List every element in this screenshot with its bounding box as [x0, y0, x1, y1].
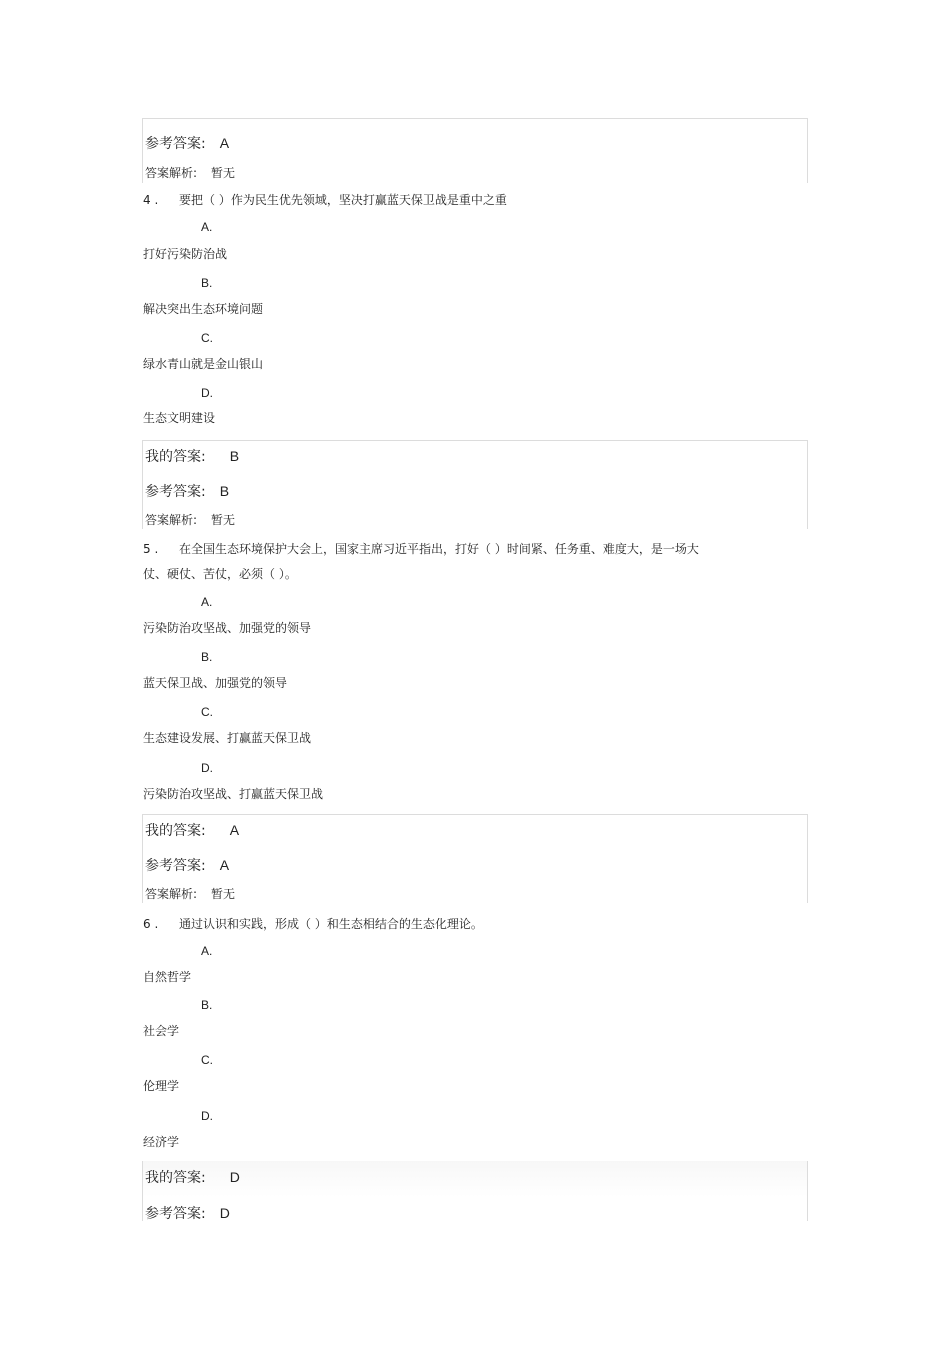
q6-option-c-text: 伦理学 — [143, 1079, 180, 1093]
q5-option-d-letter: D. — [201, 761, 213, 775]
my-answer-label: 我的答案: — [145, 823, 206, 839]
q5-answer-box — [142, 814, 808, 903]
q4-option-a-letter: A. — [201, 220, 213, 234]
question-number: 6 . — [143, 917, 159, 931]
my-answer-label: 我的答案: — [145, 449, 206, 465]
analysis-label: 答案解析: — [145, 887, 198, 901]
analysis-value: 暂无 — [211, 513, 236, 527]
analysis-value: 暂无 — [211, 887, 236, 901]
q6-option-a-text: 自然哲学 — [143, 970, 192, 984]
question-stem: 要把（ ）作为民生优先领域，坚决打赢蓝天保卫战是重中之重 — [179, 193, 507, 207]
reference-answer-label: 参考答案: — [145, 484, 206, 500]
reference-answer-label: 参考答案: — [145, 858, 206, 874]
q4-option-c-text: 绿水青山就是金山银山 — [143, 357, 264, 371]
q4-my-answer — [145, 446, 239, 466]
q4-option-c-letter: C. — [201, 331, 213, 345]
question-number: 5 . — [143, 542, 159, 556]
reference-answer-label: 参考答案: — [145, 1206, 206, 1222]
q5-option-c-text: 生态建设发展、打赢蓝天保卫战 — [143, 731, 312, 745]
reference-answer-value: B — [219, 483, 230, 499]
reference-answer-value: D — [219, 1205, 230, 1221]
q5-option-c-letter: C. — [201, 705, 213, 719]
q4-option-d-text: 生态文明建设 — [143, 411, 216, 425]
reference-answer-value: A — [219, 857, 230, 873]
q3-reference-answer — [145, 133, 229, 153]
q6-option-d-text: 经济学 — [143, 1135, 180, 1149]
q5-reference-answer — [145, 855, 229, 875]
analysis-value: 暂无 — [211, 166, 236, 180]
reference-answer-value: A — [219, 135, 230, 151]
reference-answer-label: 参考答案: — [145, 136, 206, 152]
question-number: 4 . — [143, 193, 159, 207]
q6-reference-answer — [145, 1203, 230, 1223]
question-4-text — [143, 191, 507, 208]
q6-option-a-letter: A. — [201, 944, 213, 958]
q4-reference-answer — [145, 481, 229, 501]
my-answer-label: 我的答案: — [145, 1170, 206, 1186]
q4-answer-box — [142, 440, 808, 529]
q5-my-answer — [145, 820, 239, 840]
question-stem: 在全国生态环境保护大会上，国家主席习近平指出，打好（ ）时间紧、任务重、难度大，是一场大 — [179, 542, 699, 556]
q6-my-answer — [145, 1167, 240, 1187]
q5-option-d-text: 污染防治攻坚战、打赢蓝天保卫战 — [143, 787, 324, 801]
q3-analysis — [145, 164, 235, 181]
q5-analysis — [145, 885, 235, 902]
analysis-label: 答案解析: — [145, 513, 198, 527]
q4-option-a-text: 打好污染防治战 — [143, 247, 228, 261]
my-answer-value: A — [229, 822, 240, 838]
question-5-text — [143, 540, 699, 557]
my-answer-value: D — [229, 1169, 240, 1185]
q6-option-b-text: 社会学 — [143, 1024, 180, 1038]
q4-analysis — [145, 511, 235, 528]
q6-option-b-letter: B. — [201, 998, 213, 1012]
q5-option-a-letter: A. — [201, 595, 213, 609]
question-6-text — [143, 915, 483, 932]
q4-option-b-text: 解决突出生态环境问题 — [143, 302, 264, 316]
q5-option-a-text: 污染防治攻坚战、加强党的领导 — [143, 621, 312, 635]
q5-option-b-text: 蓝天保卫战、加强党的领导 — [143, 676, 288, 690]
question-5-text-line2: 仗、硬仗、苦仗，必须（ ）。 — [143, 567, 297, 581]
question-stem: 通过认识和实践，形成（ ）和生态相结合的生态化理论。 — [179, 917, 483, 931]
q6-option-c-letter: C. — [201, 1053, 213, 1067]
q4-option-d-letter: D. — [201, 386, 213, 400]
q6-option-d-letter: D. — [201, 1109, 213, 1123]
my-answer-value: B — [229, 448, 240, 464]
q5-option-b-letter: B. — [201, 650, 213, 664]
q6-answer-box — [142, 1161, 808, 1221]
q3-answer-box — [142, 118, 808, 183]
q4-option-b-letter: B. — [201, 276, 213, 290]
analysis-label: 答案解析: — [145, 166, 198, 180]
